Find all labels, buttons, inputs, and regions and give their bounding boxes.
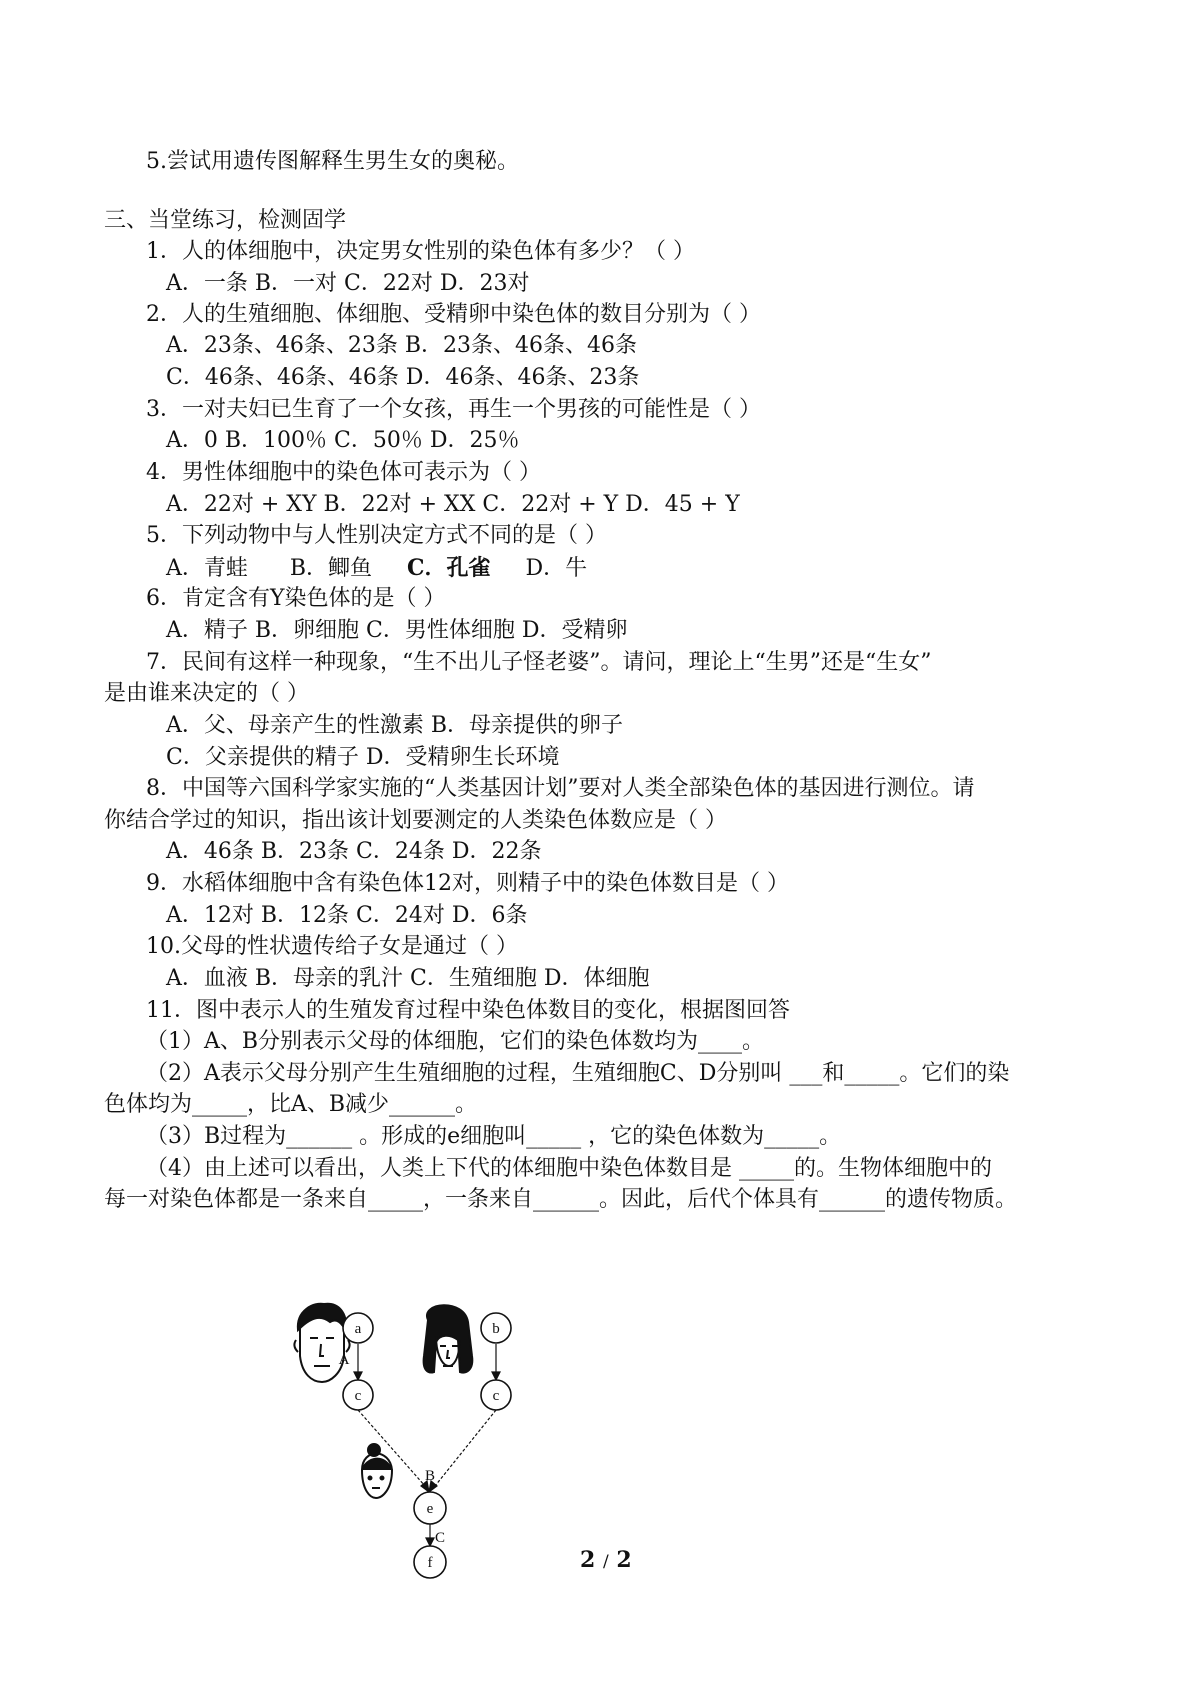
q11-stem: 11．图中表示人的生殖发育过程中染色体数目的变化，根据图回答 bbox=[146, 998, 790, 1023]
q2-options-ab: A．23条、46条、23条 B．23条、46条、46条 bbox=[166, 333, 638, 358]
q11-part4-line1: （4）由上述可以看出，人类上下代的体细胞中染色体数目是 _____的。生物体细胞中的 bbox=[146, 1156, 992, 1181]
q10-stem: 10.父母的性状遗传给子女是通过（ ） bbox=[146, 934, 518, 959]
q5-option-c: C．孔雀 bbox=[406, 555, 491, 581]
q5-options bbox=[166, 552, 587, 585]
q4-stem: 4．男性体细胞中的染色体可表示为（ ） bbox=[146, 460, 541, 485]
q10-options: A．血液 B．母亲的乳汁 C．生殖细胞 D．体细胞 bbox=[166, 966, 650, 991]
label-c-left: c bbox=[354, 1388, 362, 1404]
section-title: 三、当堂练习，检测固学 bbox=[104, 208, 347, 233]
label-process-A: A bbox=[338, 1352, 350, 1368]
q5-option-d: D．牛 bbox=[490, 556, 588, 581]
q3-stem: 3．一对夫妇已生育了一个女孩，再生一个男孩的可能性是（ ） bbox=[146, 397, 761, 422]
q7-options-cd: C．父亲提供的精子 D．受精卵生长环境 bbox=[166, 745, 560, 770]
q8-stem-line2: 你结合学过的知识，指出该计划要测定的人类染色体数应是（ ） bbox=[104, 808, 727, 833]
label-f: f bbox=[427, 1555, 433, 1571]
q11-part4-line2: 每一对染色体都是一条来自_____，一条来自______。因此，后代个体具有______的遗传物质。 bbox=[104, 1187, 1018, 1212]
diagram-labels bbox=[339, 1321, 500, 1571]
q5-stem: 5．下列动物中与人性别决定方式不同的是（ ） bbox=[146, 523, 607, 548]
page-total: 2 bbox=[616, 1547, 632, 1573]
q11-part1: （1）A、B分别表示父母的体细胞，它们的染色体数均为____。 bbox=[146, 1029, 765, 1054]
q6-stem: 6．肯定含有Y染色体的是（ ） bbox=[146, 586, 446, 611]
label-process-B: B bbox=[424, 1468, 436, 1484]
q9-stem: 9．水稻体细胞中含有染色体12对，则精子中的染色体数目是（ ） bbox=[146, 871, 789, 896]
q2-options-cd: C．46条、46条、46条 D．46条、46条、23条 bbox=[166, 365, 640, 390]
label-c-right: c bbox=[492, 1388, 500, 1404]
q7-options-ab: A．父、母亲产生的性激素 B．母亲提供的卵子 bbox=[166, 713, 624, 738]
q6-options: A．精子 B．卵细胞 C．男性体细胞 D．受精卵 bbox=[166, 618, 628, 643]
q4-options: A．22对 + XY B．22对 + XX C．22对 + Y D．45 + Y bbox=[166, 492, 740, 517]
q2-stem: 2．人的生殖细胞、体细胞、受精卵中染色体的数目分别为（ ） bbox=[146, 302, 761, 327]
intro-question: 5.尝试用遗传图解释生男生女的奥秘。 bbox=[146, 149, 519, 174]
label-a: a bbox=[354, 1321, 362, 1337]
page-number bbox=[580, 1547, 632, 1573]
q11-part3: （3）B过程为______ 。形成的e细胞叫_____ ，它的染色体数为_____。 bbox=[146, 1124, 842, 1149]
q7-stem-line1: 7．民间有这样一种现象，“生不出儿子怪老婆”。请问，理论上“生男”还是“生女” bbox=[146, 650, 932, 675]
page-current: 2 bbox=[580, 1547, 596, 1573]
mother-face-icon bbox=[424, 1305, 473, 1372]
label-process-C: C bbox=[434, 1530, 446, 1546]
q7-stem-line2: 是由谁来决定的（ ） bbox=[104, 681, 309, 706]
father-face-icon bbox=[294, 1304, 349, 1382]
label-e: e bbox=[426, 1501, 434, 1517]
q8-options: A．46条 B．23条 C．24条 D．22条 bbox=[166, 839, 542, 864]
q8-stem-line1: 8．中国等六国科学家实施的“人类基因计划”要对人类全部染色体的基因进行测位。请 bbox=[146, 776, 975, 801]
q1-options: A．一条 B．一对 C．22对 D．23对 bbox=[166, 271, 530, 296]
chromosome-inheritance-diagram bbox=[290, 1300, 590, 1600]
child-face-icon bbox=[362, 1444, 392, 1498]
q3-options: A．0 B．100％ C．50％ D．25％ bbox=[166, 428, 520, 453]
q11-part2-line1: （2）A表示父母分别产生生殖细胞的过程，生殖细胞C、D分别叫 ___和_____。它们的染 bbox=[146, 1061, 1010, 1086]
q1-stem: 1．人的体细胞中，决定男女性别的染色体有多少？（ ） bbox=[146, 239, 695, 264]
label-b: b bbox=[492, 1321, 500, 1337]
page-separator: / bbox=[602, 1552, 609, 1572]
q11-part2-line2: 色体均为_____，比A、B减少______。 bbox=[104, 1092, 478, 1117]
q9-options: A．12对 B．12条 C．24对 D．6条 bbox=[166, 903, 528, 928]
q5-option-ab: A．青蛙 B．鲫鱼 bbox=[166, 556, 407, 581]
